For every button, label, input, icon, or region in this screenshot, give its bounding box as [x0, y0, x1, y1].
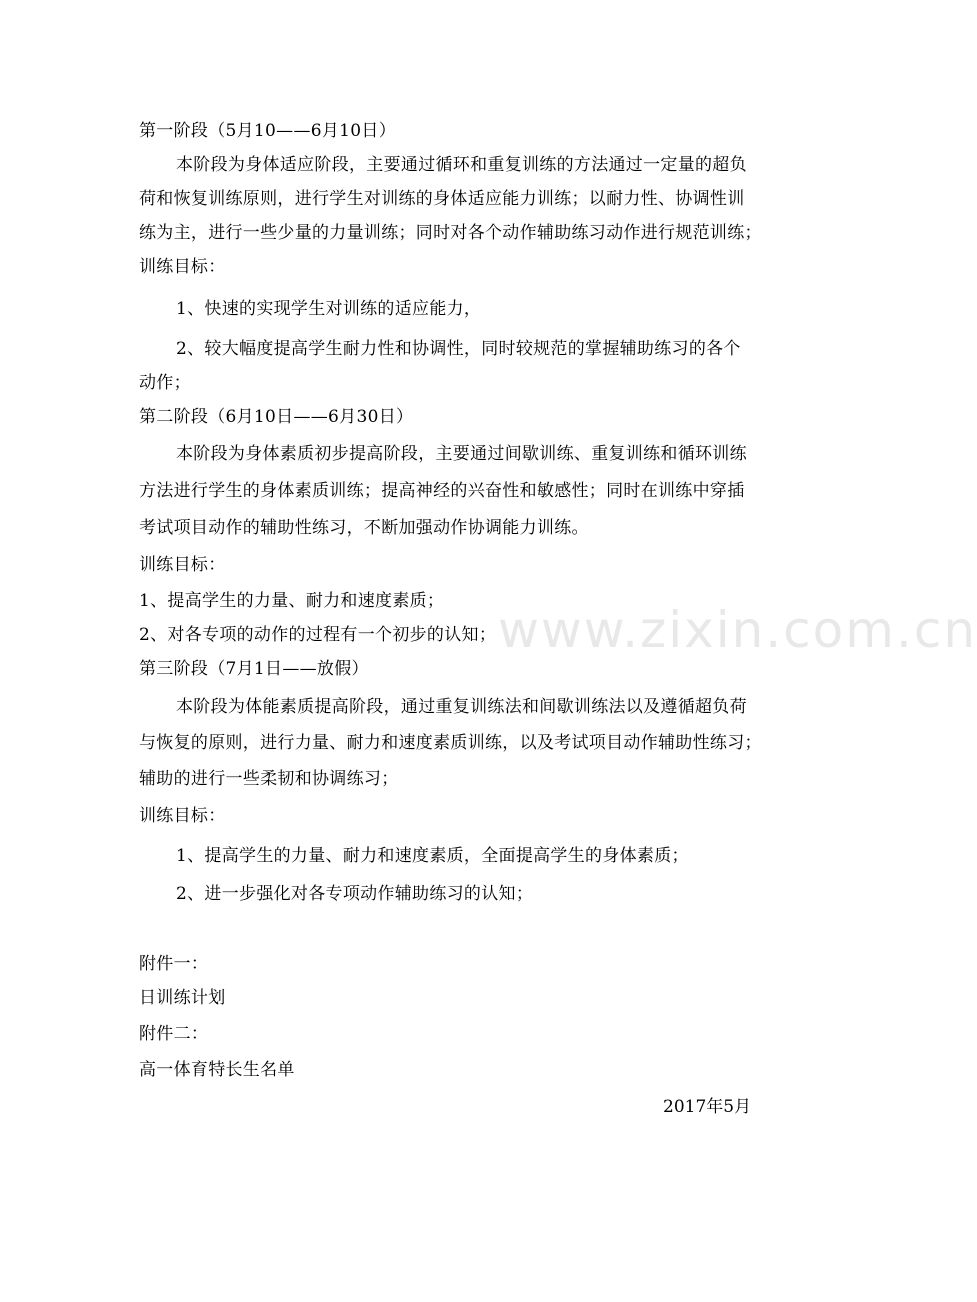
- stage1-goals-label: 训练目标：: [139, 257, 226, 277]
- stage2-heading: 第二阶段（6月10日——6月30日）: [139, 407, 414, 427]
- stage2-paragraph-line: 本阶段为身体素质初步提高阶段，主要通过间歇训练、重复训练和循环训练: [176, 444, 747, 464]
- attachment-2-title: 高一体育特长生名单: [139, 1060, 295, 1080]
- stage3-paragraph-line: 辅助的进行一些柔韧和协调练习；: [139, 769, 399, 789]
- stage2-goal-1: 1、提高学生的力量、耐力和速度素质；: [139, 591, 445, 611]
- document-date: 2017年5月: [663, 1097, 752, 1117]
- watermark: www.zixin.com.cn: [498, 601, 977, 659]
- stage1-goal-1: 1、快速的实现学生对训练的适应能力，: [176, 299, 482, 319]
- attachment-2-label: 附件二：: [139, 1024, 209, 1044]
- stage1-heading: 第一阶段（5月10——6月10日）: [139, 121, 396, 141]
- attachment-1-title: 日训练计划: [139, 988, 226, 1008]
- stage1-paragraph-line: 荷和恢复训练原则，进行学生对训练的身体适应能力训练；以耐力性、协调性训: [139, 189, 745, 209]
- stage2-paragraph-line: 方法进行学生的身体素质训练；提高神经的兴奋性和敏感性；同时在训练中穿插: [139, 481, 745, 501]
- stage3-paragraph-line: 与恢复的原则，进行力量、耐力和速度素质训练，以及考试项目动作辅助性练习；: [139, 733, 762, 753]
- attachment-1-label: 附件一：: [139, 954, 209, 974]
- stage1-goal-2-continued: 动作；: [139, 373, 191, 393]
- stage1-paragraph-line: 练为主，进行一些少量的力量训练；同时对各个动作辅助练习动作进行规范训练；: [139, 223, 762, 243]
- stage2-goal-2: 2、对各专项的动作的过程有一个初步的认知；: [139, 625, 497, 645]
- stage2-goals-label: 训练目标：: [139, 555, 226, 575]
- stage3-heading: 第三阶段（7月1日——放假）: [139, 659, 369, 679]
- stage3-goal-2: 2、进一步强化对各专项动作辅助练习的认知；: [176, 884, 534, 904]
- stage3-goal-1: 1、提高学生的力量、耐力和速度素质，全面提高学生的身体素质；: [176, 846, 689, 866]
- stage1-goal-2: 2、较大幅度提高学生耐力性和协调性，同时较规范的掌握辅助练习的各个: [176, 339, 741, 359]
- stage3-paragraph-line: 本阶段为体能素质提高阶段，通过重复训练法和间歇训练法以及遵循超负荷: [176, 697, 747, 717]
- stage3-goals-label: 训练目标：: [139, 806, 226, 826]
- stage2-paragraph-line: 考试项目动作的辅助性练习，不断加强动作协调能力训练。: [139, 518, 589, 538]
- stage1-paragraph-line: 本阶段为身体适应阶段，主要通过循环和重复训练的方法通过一定量的超负: [176, 155, 747, 175]
